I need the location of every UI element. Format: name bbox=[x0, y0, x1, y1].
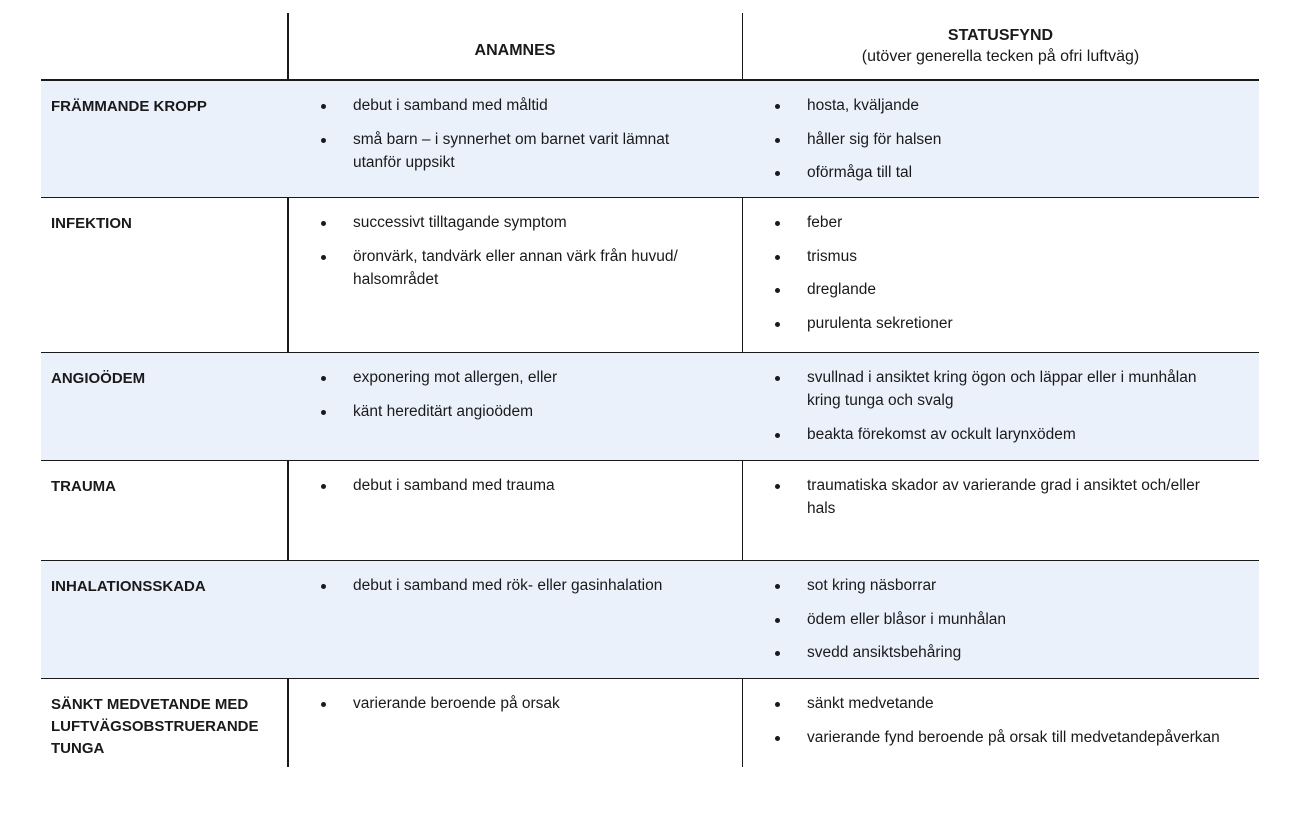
table-row bbox=[41, 353, 1259, 461]
anamnes-header bbox=[288, 13, 742, 79]
bullet-icon bbox=[321, 410, 326, 415]
bullet-icon bbox=[775, 618, 780, 623]
bullet-icon bbox=[775, 584, 780, 589]
list-item bbox=[771, 245, 1231, 268]
list-item-text: exponering mot allergen, eller bbox=[353, 369, 558, 386]
statusfynd-header bbox=[742, 13, 1259, 79]
anamnes-cell bbox=[317, 692, 717, 726]
list-item-text: svedd ansiktsbehåring bbox=[807, 644, 962, 661]
list-item-text: beakta förekomst av ockult larynxödem bbox=[807, 425, 1076, 443]
list-item-text: feber bbox=[807, 214, 843, 231]
list-item-text: varierande fynd beroende på orsak till medvetandepåverkan bbox=[807, 728, 1220, 746]
anamnes-cell bbox=[317, 94, 717, 184]
list-item bbox=[771, 94, 1231, 117]
bullet-icon bbox=[321, 376, 326, 381]
bullet-icon bbox=[775, 255, 780, 260]
table-row bbox=[41, 679, 1259, 768]
status-cell bbox=[771, 474, 1231, 531]
list-item bbox=[771, 278, 1231, 301]
bullet-icon bbox=[775, 221, 780, 226]
status-cell bbox=[771, 366, 1231, 456]
bullet-icon bbox=[321, 702, 326, 707]
list-item-text: små barn – i synnerhet om barnet varit lämnat utanför uppsikt bbox=[353, 130, 670, 171]
table-header bbox=[41, 13, 1259, 81]
bullet-icon bbox=[775, 104, 780, 109]
bullet-icon bbox=[775, 736, 780, 741]
list-item bbox=[771, 211, 1231, 234]
list-item-text: oförmåga till tal bbox=[807, 164, 913, 181]
list-item bbox=[317, 692, 717, 715]
row-label: ANGIOÖDEM bbox=[51, 370, 146, 387]
list-item-text: öronvärk, tandvärk eller annan värk från huvud/ halsområdet bbox=[353, 247, 678, 288]
anamnes-cell bbox=[317, 366, 717, 433]
status-cell bbox=[771, 692, 1231, 759]
list-item-text: varierande beroende på orsak bbox=[353, 695, 560, 712]
row-label: INHALATIONSSKADA bbox=[51, 578, 206, 595]
status-cell bbox=[771, 574, 1231, 675]
list-item-text: debut i samband med måltid bbox=[353, 97, 548, 114]
list-item bbox=[771, 692, 1231, 715]
list-item bbox=[317, 366, 717, 389]
list-item-text: ödem eller blåsor i munhålan bbox=[807, 610, 1007, 628]
table-row bbox=[41, 561, 1259, 679]
list-item-text: purulenta sekretioner bbox=[807, 314, 953, 332]
bullet-icon bbox=[775, 651, 780, 656]
bullet-icon bbox=[321, 221, 326, 226]
list-item bbox=[317, 94, 717, 117]
table-row bbox=[41, 198, 1259, 353]
list-item bbox=[771, 641, 1231, 664]
bullet-icon bbox=[321, 484, 326, 489]
row-label: INFEKTION bbox=[51, 215, 132, 232]
list-item-text: hosta, kväljande bbox=[807, 97, 920, 114]
bullet-icon bbox=[775, 484, 780, 489]
list-item bbox=[317, 128, 717, 174]
list-item bbox=[317, 474, 717, 497]
bullet-icon bbox=[775, 433, 780, 438]
list-item bbox=[771, 161, 1231, 184]
bullet-icon bbox=[775, 171, 780, 176]
bullet-icon bbox=[321, 584, 326, 589]
list-item bbox=[771, 574, 1231, 597]
status-cell bbox=[771, 211, 1231, 345]
anamnes-title: ANAMNES bbox=[474, 42, 556, 59]
list-item-text: sänkt medvetande bbox=[807, 695, 934, 712]
list-item bbox=[317, 574, 717, 597]
row-label: FRÄMMANDE KROPP bbox=[51, 98, 207, 115]
table-row bbox=[41, 81, 1259, 198]
bullet-icon bbox=[775, 288, 780, 293]
list-item bbox=[771, 366, 1231, 412]
list-item bbox=[771, 128, 1231, 151]
list-item bbox=[771, 474, 1231, 520]
status-cell bbox=[771, 94, 1231, 195]
list-item bbox=[771, 608, 1231, 631]
bullet-icon bbox=[775, 376, 780, 381]
row-label: TRAUMA bbox=[51, 478, 116, 495]
bullet-icon bbox=[321, 255, 326, 260]
list-item bbox=[317, 211, 717, 234]
list-item-text: känt hereditärt angioödem bbox=[353, 402, 534, 420]
list-item bbox=[771, 312, 1231, 335]
list-item-text: trismus bbox=[807, 247, 857, 265]
list-item-text: dreglande bbox=[807, 281, 876, 298]
list-item-text: svullnad i ansiktet kring ögon och läppar eller i munhålan kring tunga och svalg bbox=[807, 369, 1197, 409]
bullet-icon bbox=[321, 104, 326, 109]
bullet-icon bbox=[321, 138, 326, 143]
bullet-icon bbox=[775, 702, 780, 707]
list-item bbox=[317, 245, 717, 291]
bullet-icon bbox=[775, 322, 780, 327]
list-item-text: håller sig för halsen bbox=[807, 130, 942, 148]
list-item bbox=[771, 423, 1231, 446]
list-item bbox=[317, 400, 717, 423]
list-item-text: sot kring näsborrar bbox=[807, 577, 937, 594]
list-item-text: debut i samband med rök- eller gasinhalation bbox=[353, 577, 663, 594]
anamnes-cell bbox=[317, 474, 717, 508]
list-item-text: traumatiska skador av varierande grad i ansiktet och/eller hals bbox=[807, 477, 1200, 517]
airway-table bbox=[41, 13, 1259, 768]
row-label: SÄNKT MEDVETANDE MED LUFTVÄGSOBSTRUERANDE TUNGA bbox=[51, 696, 259, 757]
list-item bbox=[771, 726, 1231, 749]
statusfynd-subtitle: (utöver generella tecken på ofri luftväg) bbox=[861, 47, 1140, 65]
table-row bbox=[41, 461, 1259, 561]
list-item-text: debut i samband med trauma bbox=[353, 477, 555, 494]
anamnes-cell bbox=[317, 574, 717, 608]
anamnes-cell bbox=[317, 211, 717, 301]
bullet-icon bbox=[775, 138, 780, 143]
statusfynd-title: STATUSFYND bbox=[947, 26, 1054, 44]
list-item-text: successivt tilltagande symptom bbox=[353, 214, 567, 231]
